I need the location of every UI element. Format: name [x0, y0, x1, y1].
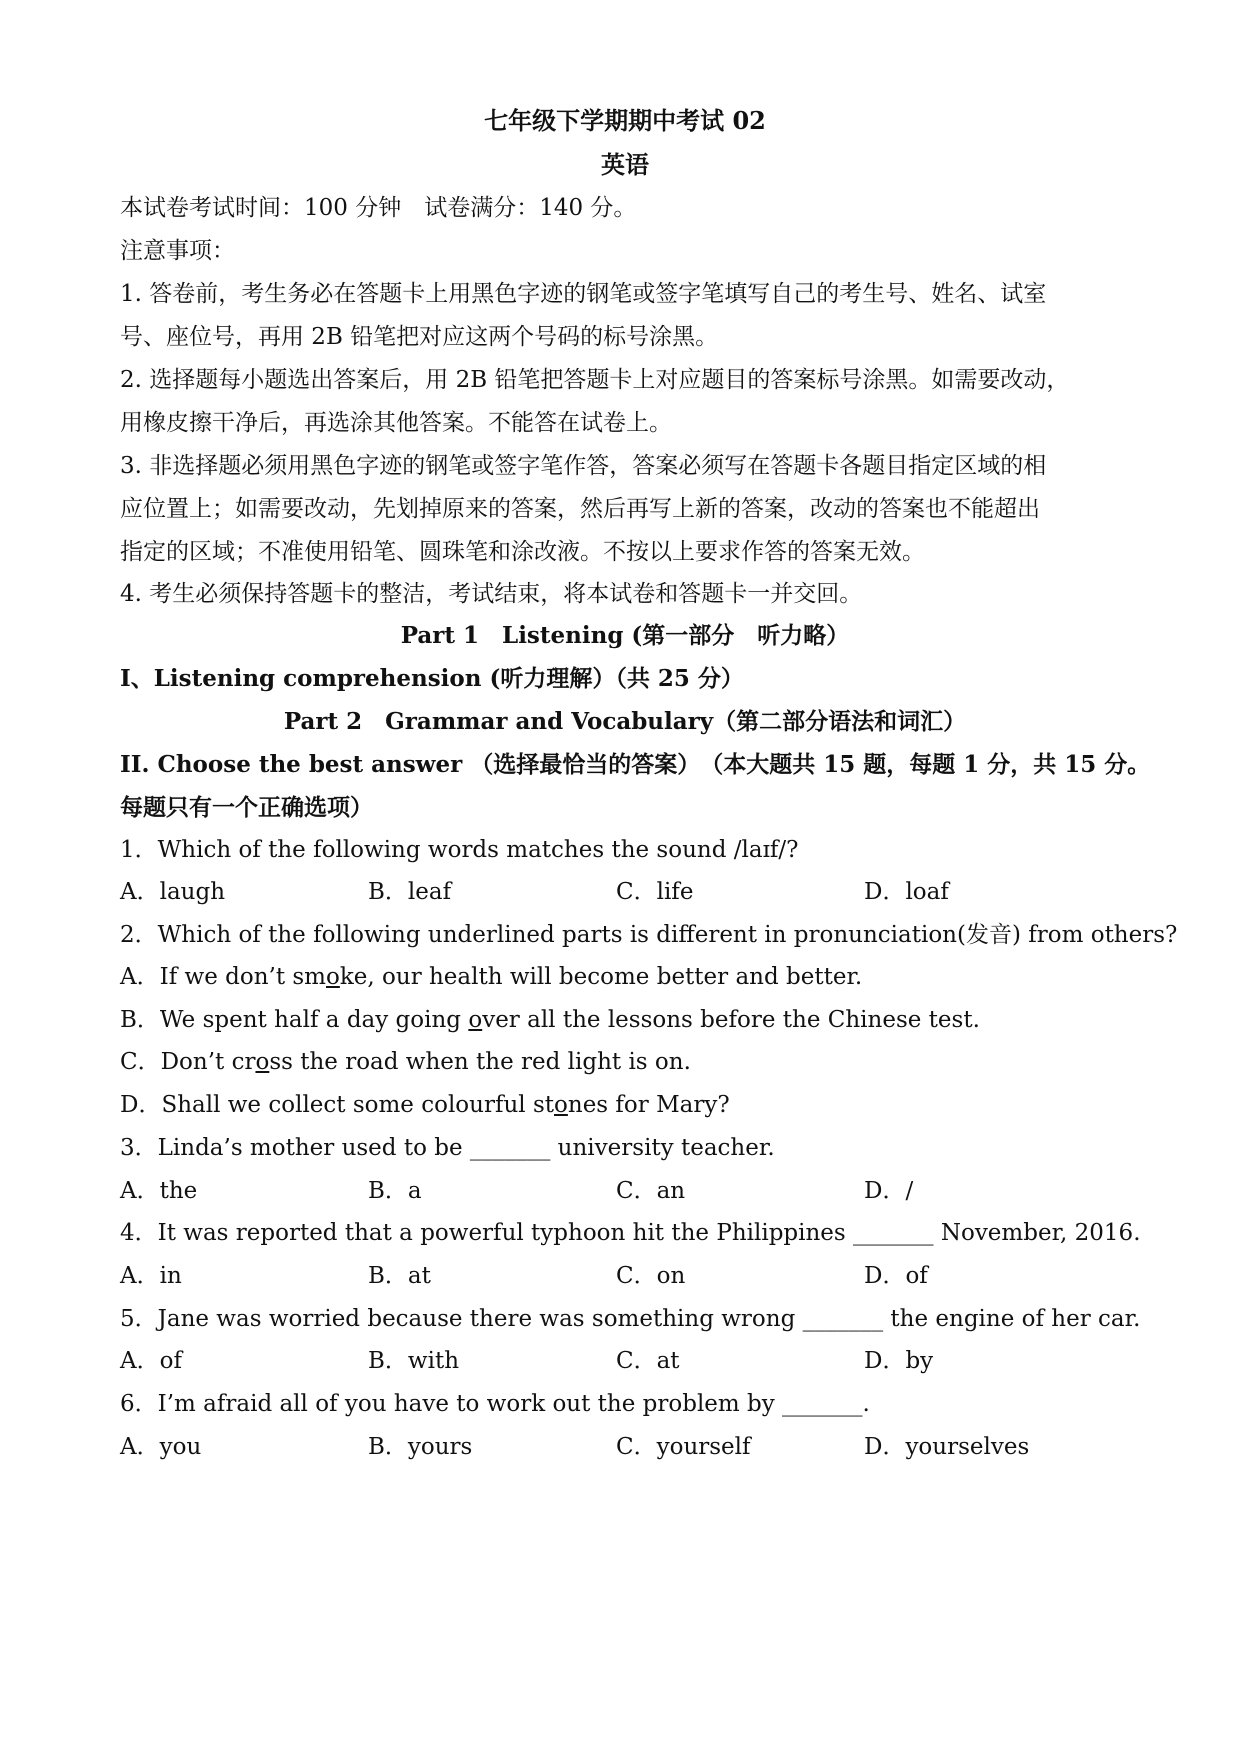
option-d: D．of: [864, 1263, 928, 1289]
option-c: C．an: [616, 1178, 686, 1204]
option-d: D．loaf: [864, 879, 949, 905]
question-2-option-c: C．Don’t cross the road when the red light is on.: [120, 1049, 691, 1075]
part2-section: II. Choose the best answer （选择最恰当的答案） （本大题共 15 题，每题 1 分，共 15 分。: [120, 751, 1151, 778]
notes-heading: 注意事项：: [120, 238, 235, 264]
option-a: A．in: [120, 1263, 182, 1289]
underlined-letter: o: [255, 1049, 270, 1075]
option-d: D．by: [864, 1348, 934, 1374]
question-5: 5．Jane was worried because there was something wrong _______ the engine of her car.: [120, 1306, 1141, 1332]
note-line: 指定的区域；不准使用铅笔、圆珠笔和涂改液。不按以上要求作答的答案无效。: [120, 539, 925, 565]
option-a: A．laugh: [120, 879, 226, 905]
option-b: B．at: [368, 1263, 431, 1289]
underlined-letter: o: [326, 964, 340, 990]
note-line: 3. 非选择题必须用黑色字迹的钢笔或签字笔作答，答案必须写在答题卡各题目指定区域的相: [120, 453, 1047, 479]
note-line: 应位置上；如需要改动，先划掉原来的答案，然后再写上新的答案，改动的答案也不能超出: [120, 496, 1040, 522]
option-c: C．at: [616, 1348, 680, 1374]
option-d: D．yourselves: [864, 1434, 1030, 1460]
exam-info: 本试卷考试时间：100 分钟 试卷满分：140 分。: [120, 195, 637, 221]
exam-title: 七年级下学期期中考试 02: [484, 106, 766, 135]
part1-section: I、Listening comprehension (听力理解）（共 25 分）: [120, 665, 744, 692]
option-a: A．of: [120, 1348, 182, 1374]
option-b: B．leaf: [368, 879, 452, 905]
question-3: 3．Linda’s mother used to be _______ university teacher.: [120, 1135, 775, 1161]
option-c: C．life: [616, 879, 694, 905]
note-line: 4. 考生必须保持答题卡的整洁，考试结束，将本试卷和答题卡一并交回。: [120, 581, 863, 607]
part1-title: Part 1 Listening (第一部分 听力略）: [400, 622, 850, 649]
question-2: 2．Which of the following underlined parts is different in pronunciation(发音) from others?: [120, 922, 1178, 948]
option-d: D．/: [864, 1178, 914, 1204]
option-a: A．you: [120, 1434, 202, 1460]
question-2-option-d: D．Shall we collect some colourful stones for Mary?: [120, 1092, 730, 1118]
option-b: B．with: [368, 1348, 460, 1374]
part2-title: Part 2 Grammar and Vocabulary（第二部分语法和词汇）: [283, 708, 967, 735]
question-1: 1．Which of the following words matches the sound /laɪf/?: [120, 837, 799, 863]
note-line: 用橡皮擦干净后，再选涂其他答案。不能答在试卷上。: [120, 410, 672, 436]
subject-title: 英语: [601, 150, 649, 179]
part2-section-cont: 每题只有一个正确选项）: [120, 794, 373, 821]
question-4: 4．It was reported that a powerful typhoon hit the Philippines _______ November, 2016.: [120, 1220, 1141, 1246]
option-b: B．a: [368, 1178, 422, 1204]
question-6: 6．I’m afraid all of you have to work out the problem by _______.: [120, 1391, 870, 1417]
underlined-letter: o: [554, 1092, 568, 1118]
question-2-option-a: A．If we don’t smoke, our health will become better and better.: [120, 964, 863, 990]
note-line: 号、座位号，再用 2B 铅笔把对应这两个号码的标号涂黑。: [120, 324, 719, 350]
note-line: 2. 选择题每小题选出答案后，用 2B 铅笔把答题卡上对应题目的答案标号涂黑。如需要改动，: [120, 367, 1070, 393]
question-2-option-b: B．We spent half a day going over all the lessons before the Chinese test.: [120, 1007, 980, 1033]
option-c: C．yourself: [616, 1434, 751, 1460]
underlined-letter: o: [468, 1007, 483, 1033]
option-b: B．yours: [368, 1434, 473, 1460]
option-a: A．the: [120, 1178, 198, 1204]
option-c: C．on: [616, 1263, 686, 1289]
note-line: 1. 答卷前，考生务必在答题卡上用黑色字迹的钢笔或签字笔填写自己的考生号、姓名、试室: [120, 281, 1047, 307]
